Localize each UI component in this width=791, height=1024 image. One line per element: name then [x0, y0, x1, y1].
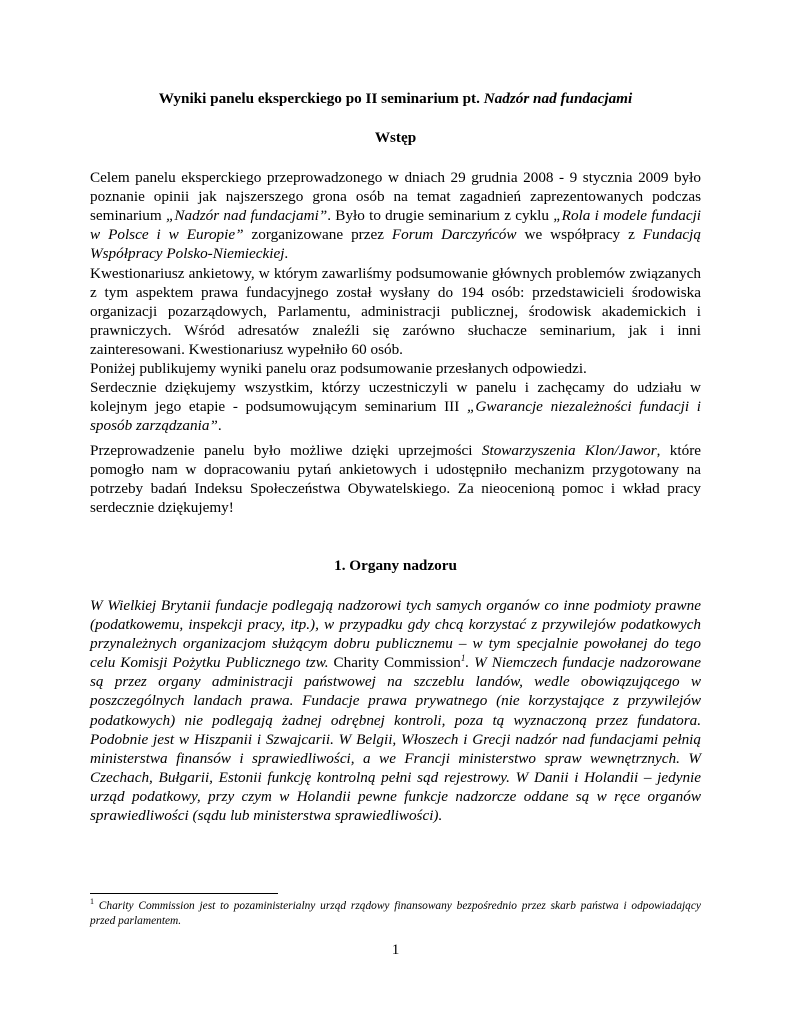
document-title: [90, 89, 701, 109]
p5-association-name: Stowarzyszenia Klon/Jawor: [481, 442, 657, 459]
p1-text-e: zorganizowane przez: [243, 226, 392, 244]
title-main: Wyniki panelu eksperckiego po II seminarium pt.: [158, 90, 484, 107]
title-italic: Nadzór nad fundacjami: [483, 90, 633, 107]
section-1-heading: 1. Organy nadzoru: [334, 557, 457, 574]
intro-paragraph-2: Kwestionariusz ankietowy, w którym zawarliśmy podsumowanie głównych problemów związanych z tym aspektem prawa fundacyjnego został wysłany do 194 osób: przedstawicieli środowiska organizacji pozarządowych, Parlamentu, administracji publicznej, środowisk akademickich i prawniczych. Wśród adresatów znaleźli się zarówno słuchacze seminarium, jak i inni zainteresowani. Kwestionariusz wypełniło 60 osób.: [90, 265, 701, 359]
section-1-paragraph: [90, 596, 701, 825]
intro-heading: Wstęp: [374, 129, 417, 146]
intro-paragraph-4: [90, 378, 701, 435]
p4-text-a: Serdecznie dziękujemy wszystkim, którzy uczestniczyli w panelu i zachęcamy do udziału w kolejnym jego etapie - podsumowującym seminarium III: [90, 379, 701, 416]
intro-paragraph-1: [90, 168, 701, 263]
p4-seminar-title: „Gwarancje niezależności fundacji i sposób zarządzania”: [90, 398, 701, 435]
footnote: [90, 899, 701, 929]
p1-foundation-name: Fundacją Współpracy Polsko-Niemieckiej: [90, 226, 701, 263]
p1-seminar-title: „Nadzór nad fundacjami”: [165, 207, 328, 225]
footnote-reference[interactable]: 1: [460, 653, 466, 664]
intro-paragraph-5: [90, 441, 701, 517]
p5-text-a: Przeprowadzenie panelu było możliwe dzięki uprzejmości: [90, 442, 482, 459]
footnote-text: Charity Commission jest to pozaministerialny urząd rządowy finansowany bezpośrednio przez skarb państwa i odpowiadający przed parlamentem.: [90, 900, 701, 927]
s1-text-a: W Wielkiej Brytanii fundacje podlegają nadzorowi tych samych organów co inne podmioty prawne (podatkowemu, inspekcji pracy, itp.), w przypadku gdy chcą korzystać z przywilejów podatkowych przynależnych organizacjom służącym dobru publicznemu – w tym specjalnie powołanej do tego celu Komisji Pożytku Publicznego tzw.: [90, 597, 701, 672]
p1-text-c: . Było to drugie seminarium z cyklu: [327, 207, 554, 225]
p1-cycle-title: „Rola i modele fundacji w Polsce i w Europie”: [90, 207, 702, 244]
footnote-divider: [90, 893, 278, 894]
s1-text-c: . W Niemczech fundacje nadzorowane są przez organy administracji państwowej na szczeblu landów, wedle obowiązującego w poszczególnych landach prawa. Fundacje prawa prywatnego (nie korzystające z przywilejów podatkowych) nie podlegają żadnej odrębnej kontroli, poza tą wyznaczoną przez fundatora. Podobnie jest w Hiszpanii i Szwajcarii. W Belgii, Włoszech i Grecji nadzór nad fundacjami pełnią ministerstwa finansów i sprawiedliwości, a we Francji ministerstwo spraw wewnętrznych. W Czechach, Bułgarii, Estonii funkcję kontrolną pełni sąd rejestrowy. W Danii i Holandii – jedynie urząd podatkowy, przy czym w Holandii pewne funkcje nadzorcze oddane są w ręce organów sprawiedliwości (sądu lub ministerstwa sprawiedliwości).: [90, 654, 701, 825]
page-number: 1: [391, 941, 400, 958]
intro-paragraph-3: Poniżej publikujemy wyniki panelu oraz podsumowanie przesłanych odpowiedzi.: [90, 360, 587, 377]
s1-charity-commission: Charity Commission: [333, 654, 461, 672]
p1-text-g: we współpracy z: [516, 226, 643, 244]
p5-text-c: , które pomogło nam w dopracowaniu pytań ankietowych i udostępniło mechanizm przygotowany na potrzeby badań Indeksu Społeczeństwa Obywatelskiego. Za nieocenioną pomoc i wkład pracy serdecznie dziękujemy!: [90, 442, 701, 517]
footnote-number: 1: [90, 897, 94, 907]
p1-forum-name: Forum Darczyńców: [391, 226, 517, 244]
p4-text-c: .: [217, 417, 222, 435]
p1-text-i: .: [284, 245, 289, 263]
p1-text-a: Celem panelu eksperckiego przeprowadzonego w dniach 29 grudnia 2008 - 9 stycznia 2009 było poznanie opinii jak najszerszego grona osób na temat zagadnień zaprezentowanych podczas seminarium: [90, 169, 701, 225]
